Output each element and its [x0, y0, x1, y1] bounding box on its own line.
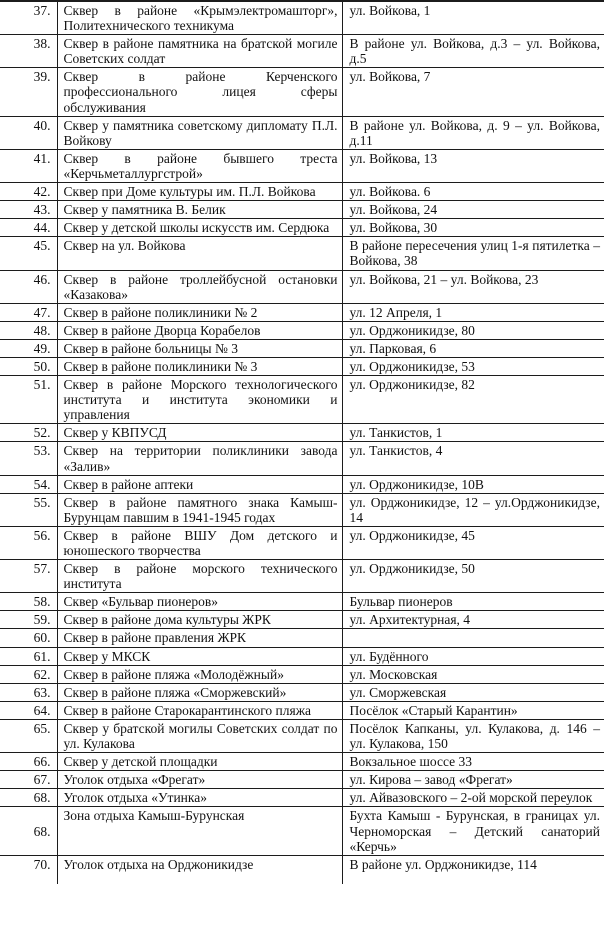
address-cell: В районе ул. Орджоникидзе, 114	[349, 856, 537, 872]
row-number-cell: 43.	[0, 201, 57, 219]
table-row	[0, 683, 604, 701]
object-name-cell: Сквер в районе троллейбусной остановки «Казакова»	[57, 270, 342, 303]
object-name-cell: Сквер у памятника В. Белик	[57, 201, 342, 219]
object-name-cell: Зона отдыха Камыш-Бурунская	[57, 807, 342, 855]
table-row	[0, 116, 604, 149]
address-cell: ул. Танкистов, 4	[342, 442, 604, 475]
row-number-cell: 58.	[0, 593, 57, 611]
row-number-cell: 51.	[0, 376, 57, 424]
table-row	[0, 201, 604, 219]
row-number-cell: 63.	[0, 683, 57, 701]
row-number-cell: 37.	[0, 1, 57, 35]
address-cell: ул. Войкова, 7	[342, 68, 604, 116]
table-row	[0, 149, 604, 182]
address-cell: ул. Войкова, 21 – ул. Войкова, 23	[342, 270, 604, 303]
object-name-cell: Сквер у памятника советскому дипломату П.Л. Войкову	[57, 116, 342, 149]
address-cell: ул. Орджоникидзе, 53	[342, 357, 604, 375]
object-name-cell: Уголок отдыха «Фрегат»	[57, 771, 342, 789]
table-row	[0, 593, 604, 611]
table-row	[0, 719, 604, 752]
table-row	[0, 475, 604, 493]
table-row	[0, 771, 604, 789]
object-name-cell: Сквер в районе Дворца Корабелов	[57, 321, 342, 339]
address-cell: ул. Архитектурная, 4	[342, 611, 604, 629]
address-cell: Бульвар пионеров	[342, 593, 604, 611]
table-row	[0, 183, 604, 201]
address-cell: В районе пересечения улиц 1-я пятилетка – Войкова, 38	[342, 237, 604, 270]
address-cell: ул. Войкова, 1	[342, 1, 604, 35]
table-row	[0, 442, 604, 475]
table-row	[0, 68, 604, 116]
table-row	[0, 219, 604, 237]
row-number-cell: 60.	[0, 629, 57, 647]
row-number-cell: 45.	[0, 237, 57, 270]
row-number-cell: 59.	[0, 611, 57, 629]
row-number-cell: 64.	[0, 701, 57, 719]
row-number-cell: 48.	[0, 321, 57, 339]
object-name-cell: Сквер в районе Старокарантинского пляжа	[57, 701, 342, 719]
object-name-cell: Сквер у детской школы искусств им. Сердюка	[57, 219, 342, 237]
row-number-cell: 42.	[0, 183, 57, 201]
object-name-cell: Сквер у МКСК	[57, 647, 342, 665]
row-number-cell: 66.	[0, 753, 57, 771]
table-row	[0, 321, 604, 339]
row-number-cell: 55.	[0, 493, 57, 526]
address-cell: ул. 12 Апреля, 1	[342, 303, 604, 321]
address-cell: ул. Войкова. 6	[342, 183, 604, 201]
row-number-cell: 49.	[0, 339, 57, 357]
row-number-cell: 56.	[0, 526, 57, 559]
table-row	[0, 629, 604, 647]
table-row	[0, 357, 604, 375]
object-name-cell: Сквер в районе пляжа «Сморжевский»	[57, 683, 342, 701]
address-cell: ул. Будённого	[342, 647, 604, 665]
object-name-cell: Сквер у братской могилы Советских солдат по ул. Кулакова	[57, 719, 342, 752]
row-number-cell: 44.	[0, 219, 57, 237]
table-row	[0, 424, 604, 442]
object-name-cell: Сквер при Доме культуры им. П.Л. Войкова	[57, 183, 342, 201]
table-row	[0, 560, 604, 593]
row-number-cell: 57.	[0, 560, 57, 593]
address-cell: ул. Орджоникидзе, 50	[342, 560, 604, 593]
address-cell: Посёлок Капканы, ул. Кулакова, д. 146 – ул. Кулакова, 150	[342, 719, 604, 752]
object-name-cell: Сквер на территории поликлиники завода «Залив»	[57, 442, 342, 475]
object-name-cell: Уголок отдыха «Утинка»	[57, 789, 342, 807]
object-name-cell: Сквер в районе дома культуры ЖРК	[57, 611, 342, 629]
address-cell: ул. Кирова – завод «Фрегат»	[342, 771, 604, 789]
row-number-cell: 39.	[0, 68, 57, 116]
object-name-cell: Сквер в районе поликлиники № 2	[57, 303, 342, 321]
row-number-cell: 68.	[0, 807, 57, 855]
object-name-cell: Сквер на ул. Войкова	[57, 237, 342, 270]
address-cell: ул. Войкова, 30	[342, 219, 604, 237]
table-row	[0, 35, 604, 68]
table-row	[0, 1, 604, 35]
object-name-cell: Сквер в районе памятного знака Камыш-Бурунцам павшим в 1941-1945 годах	[57, 493, 342, 526]
object-name-cell: Сквер в районе правления ЖРК	[57, 629, 342, 647]
row-number-cell: 47.	[0, 303, 57, 321]
table-row	[0, 789, 604, 807]
object-name-cell: Сквер в районе ВШУ Дом детского и юношеского творчества	[57, 526, 342, 559]
row-number-cell: 52.	[0, 424, 57, 442]
address-cell	[342, 629, 604, 647]
address-cell: ул. Танкистов, 1	[342, 424, 604, 442]
object-name-cell: Сквер в районе Керченского профессионального лицея сферы обслуживания	[57, 68, 342, 116]
address-cell: ул. Московская	[342, 665, 604, 683]
address-cell: ул. Войкова, 24	[342, 201, 604, 219]
object-name-cell: Сквер у КВПУСД	[57, 424, 342, 442]
table-row	[0, 237, 604, 270]
address-cell: ул. Орджоникидзе, 45	[342, 526, 604, 559]
object-name-cell: Сквер в районе пляжа «Молодёжный»	[57, 665, 342, 683]
row-number-cell: 53.	[0, 442, 57, 475]
address-cell: ул. Орджоникидзе, 12 – ул.Орджоникидзе, 14	[342, 493, 604, 526]
object-name-cell: Сквер в районе больницы № 3	[57, 339, 342, 357]
address-cell: ул. Сморжевская	[342, 683, 604, 701]
address-cell: ул. Войкова, 13	[342, 149, 604, 182]
table-row	[0, 753, 604, 771]
row-number-cell: 61.	[0, 647, 57, 665]
table-row	[0, 493, 604, 526]
object-name-cell: Сквер в районе морского технического института	[57, 560, 342, 593]
object-name-cell: Сквер «Бульвар пионеров»	[57, 593, 342, 611]
object-name-cell: Сквер в районе аптеки	[57, 475, 342, 493]
row-number-cell: 41.	[0, 149, 57, 182]
row-number-cell: 65.	[0, 719, 57, 752]
object-name-cell: Сквер в районе бывшего треста «Керчьметаллургстрой»	[57, 149, 342, 182]
object-name-cell: Сквер в районе поликлиники № 3	[57, 357, 342, 375]
address-cell: В районе ул. Войкова, д. 9 – ул. Войкова, д.11	[342, 116, 604, 149]
row-number-cell: 50.	[0, 357, 57, 375]
table-row	[0, 855, 604, 884]
row-number-cell: 46.	[0, 270, 57, 303]
table-row	[0, 270, 604, 303]
table-row	[0, 701, 604, 719]
object-name-cell: Сквер у детской площадки	[57, 753, 342, 771]
row-number-cell: 67.	[0, 771, 57, 789]
table-row	[0, 303, 604, 321]
table-row	[0, 611, 604, 629]
object-name-cell: Сквер в районе Морского технологического института и института экономики и управления	[57, 376, 342, 424]
address-cell: Посёлок «Старый Карантин»	[342, 701, 604, 719]
parks-table-body	[0, 1, 604, 884]
row-number-cell: 70.	[0, 855, 57, 884]
row-number-cell: 62.	[0, 665, 57, 683]
address-cell: В районе ул. Войкова, д.3 – ул. Войкова, д.5	[342, 35, 604, 68]
address-cell: ул. Орджоникидзе, 10В	[342, 475, 604, 493]
object-name-cell: Сквер в районе памятника на братской могиле Советских солдат	[57, 35, 342, 68]
row-number-cell: 54.	[0, 475, 57, 493]
row-number-cell: 68.	[0, 789, 57, 807]
table-row	[0, 526, 604, 559]
object-name-cell: Уголок отдыха на Орджоникидзе	[57, 855, 342, 884]
address-cell: ул. Орджоникидзе, 80	[342, 321, 604, 339]
address-cell: ул. Орджоникидзе, 82	[342, 376, 604, 424]
address-cell: ул. Парковая, 6	[342, 339, 604, 357]
table-row	[0, 665, 604, 683]
row-number-cell: 38.	[0, 35, 57, 68]
address-cell: Вокзальное шоссе 33	[342, 753, 604, 771]
row-number-cell: 40.	[0, 116, 57, 149]
table-row	[0, 376, 604, 424]
object-name-cell: Сквер в районе «Крымэлектромашторг», Политехнического техникума	[57, 1, 342, 35]
address-cell: Бухта Камыш - Бурунская, в границах ул. Черноморская – Детский санаторий «Керчь»	[342, 807, 604, 855]
table-row	[0, 339, 604, 357]
table-row	[0, 647, 604, 665]
address-cell: ул. Айвазовского – 2-ой морской переулок	[342, 789, 604, 807]
table-row	[0, 807, 604, 855]
